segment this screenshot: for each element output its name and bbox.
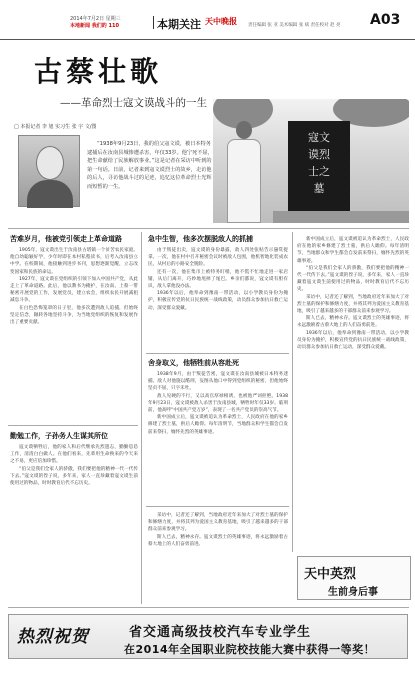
portrait-body <box>27 180 73 208</box>
paragraph: 新中国成立后，寇文谟被追认为革命烈士，人民政府在他的家乡修建了烈士墓，供后人瞻仰。每年清明节，当地群众和学生都会自发前来祭扫，缅怀先烈的英雄事迹。 <box>148 415 288 435</box>
banner-headline: 热烈祝贺 <box>17 627 89 647</box>
divider <box>8 607 409 608</box>
article-subtitle: ——革命烈士寇文谟战斗的一生 <box>60 97 207 109</box>
paragraph: 寇文谟牺牲后，他的家人和后代继承先烈遗志，勤勤恳恳工作，清清白白做人。在他们看来，先辈用生命换来的今天来之不易，更应倍加珍惜。 <box>10 445 138 465</box>
portrait-face <box>36 146 64 180</box>
section-heading: 急中生智，他多次摆脱敌人的抓捕 <box>148 235 253 243</box>
header-date: 2014年7月2日 星期三 <box>70 16 121 22</box>
divider <box>146 353 289 354</box>
paragraph: 1905年，寇文谟出生于汝南县古塔镇一个贫苦农民家庭。他自幼聪颖好学，少年时即在本村私塾读书，后考入汝南县立中学。在校期间，他接触到进步书刊，思想逐渐觉醒，立志改变国家和民族的命运。 <box>10 248 138 275</box>
paragraph: 1938年9月，由于叛徒告密，寇文谟在汝南县城被日本特务逮捕。敌人对他施以酷刑，妄图从他口中得到党组织的秘密，但他始终坚贞不屈，只字未吐。 <box>148 372 288 392</box>
section-body-continued <box>297 236 409 548</box>
paragraph: 1927年，寇文谟在党组织的引领下加入中国共产党，从此走上了革命道路。此后，他以教书为掩护，在汝南、上蔡一带秘密开展党的工作，发展党员，建立农会，组织农民开展减租减息斗争。 <box>10 276 138 304</box>
memorial-photo <box>213 99 409 223</box>
article-title: 古蔡壮歌 <box>34 55 163 88</box>
article-intro: “1938年9月23日，我的伯父寇文谟，被日本特务逮捕后在汝南县城惨遭杀害，年仅33岁。他宁死不屈，把生命献给了民族解放事业。”这是记者在采访中听到的第一句话。日前，记者来到寇文谟烈士的故乡，走访他的后人，寻访他战斗过的足迹，追忆这位革命烈士光辉而短暂的一生。 <box>87 141 213 190</box>
paragraph: 还有一次，他在集市上被特务盯梢，他不慌不忙地走进一家店铺，从后门离开，巧妙地甩掉了尾巴。乡亲们都说，寇文谟有胆有识，敌人拿他没办法。 <box>148 269 288 290</box>
paragraph: 由于叛徒出卖，寇文谟的身份暴露，敌人四处张贴告示悬赏捉拿。一次，他在村中召开秘密会议时被敌人包围，他机智地化装成农民，从村后的小路安全脱险。 <box>148 248 288 268</box>
paragraph: 采访中，记者还了解到，当地政府近年来加大了对烈士墓的保护和修缮力度，并将其列为爱国主义教育基地，吸引了越来越多的干部群众前来参观学习。 <box>148 513 288 533</box>
paragraph: 敌人见硬的不行，又以高官厚禄相诱，也被他严词拒绝。1938年9月23日，寇文谟被敌人杀害于汝南县城，牺牲时年仅33岁。临刑前，他高呼“中国共产党万岁”，表现了一名共产党员的崇高气节。 <box>148 393 288 414</box>
paragraph: “伯父是我们全家人的骄傲，我们要把他的精神一代一代传下去。”寇文谟的侄子说，多年来，家人一直珍藏着寇文谟生前使用过的物品，时时教育后代不忘历史。 <box>297 265 409 293</box>
photo-person-head <box>236 121 252 139</box>
photo-person-body <box>227 139 261 223</box>
section-body <box>148 247 288 312</box>
martyr-portrait <box>18 135 80 207</box>
promo-title: 天中英烈 <box>304 567 357 582</box>
section-body <box>148 371 288 436</box>
column-divider <box>141 232 142 604</box>
divider <box>8 425 138 426</box>
section-body <box>148 512 288 548</box>
page-header <box>0 0 415 40</box>
paragraph: 斯人已去，精神永存。寇文谟烈士的英雄事迹，将永远激励着古蔡大地上的人们奋勇前进。 <box>148 534 288 547</box>
memorial-base <box>273 211 409 223</box>
section-heading: 舍身取义，他牺牲前从容赴死 <box>148 359 239 367</box>
header-divider <box>153 16 154 29</box>
banner-line-2: 在2014年全国职业院校技能大赛中获得一等奖！ <box>124 643 376 656</box>
article-byline: □ 本报记者 李 旭 实习生 张 宇 文/图 <box>14 124 97 130</box>
header-issue-line: 本地新闻 我们的 110 <box>70 23 119 29</box>
paragraph: 新中国成立后，寇文谟被追认为革命烈士，人民政府在他的家乡修建了烈士墓，供后人瞻仰。每年清明节，当地群众和学生都会自发前来祭扫，缅怀先烈的英雄事迹。 <box>297 237 409 264</box>
divider <box>146 506 289 507</box>
paragraph: 1936年以后，他奉命到豫南一带活动，以小学教员身份为掩护，积极宣传党的抗日民族统一战线政策，动员群众参加抗日救亡运动，深受群众爱戴。 <box>148 291 288 311</box>
banner-line-1: 省交通高级技校汽车专业学生 <box>129 625 312 640</box>
section-body <box>10 247 138 326</box>
section-heading: 勤勉工作，子孙务人生谋其所位 <box>10 432 108 440</box>
paragraph: 1936年以后，他奉命到豫南一带活动，以小学教员身份为掩护，积极宣传党的抗日民族统一战线政策，动员群众参加抗日救亡运动，深受群众爱戴。 <box>297 330 409 351</box>
congratulation-banner-ad <box>8 614 408 659</box>
paragraph: 采访中，记者还了解到，当地政府近年来加大了对烈士墓的保护和修缮力度，并将其列为爱国主义教育基地，吸引了越来越多的干部群众前来参观学习。 <box>297 294 409 315</box>
divider <box>8 228 409 229</box>
paragraph: “伯父是我们全家人的骄傲，我们要把他的精神一代一代传下去。”寇文谟的侄子说，多年来，家人一直珍藏着寇文谟生前使用过的物品，时时教育后代不忘历史。 <box>10 466 138 487</box>
header-editor-info: 责任编辑 张 亚 美术编辑 张 斌 责任校对 赵 亮 <box>248 23 341 28</box>
section-heading: 苦难岁月，他被党引领走上革命道路 <box>10 235 122 243</box>
section-body <box>10 444 138 487</box>
series-promo-box <box>297 556 411 600</box>
paragraph: 在白色恐怖笼罩的日子里，他多次遭到敌人追捕，但始终坚定信念，辗转各地坚持斗争，为当地党组织的恢复和发展作出了重要贡献。 <box>10 305 138 326</box>
promo-subtitle: 生前身后事 <box>328 587 378 598</box>
paragraph: 斯人已去，精神永存。寇文谟烈士的英雄事迹，将永远激励着古蔡大地上的人们奋勇前进。 <box>297 316 409 329</box>
newspaper-logo: 天中晚报 <box>205 16 237 26</box>
memorial-inscription: 寇文谟烈士之墓 <box>308 131 330 195</box>
page-number: A03 <box>370 12 401 28</box>
column-divider <box>292 232 293 552</box>
header-section-title: 本期关注 <box>157 18 201 31</box>
